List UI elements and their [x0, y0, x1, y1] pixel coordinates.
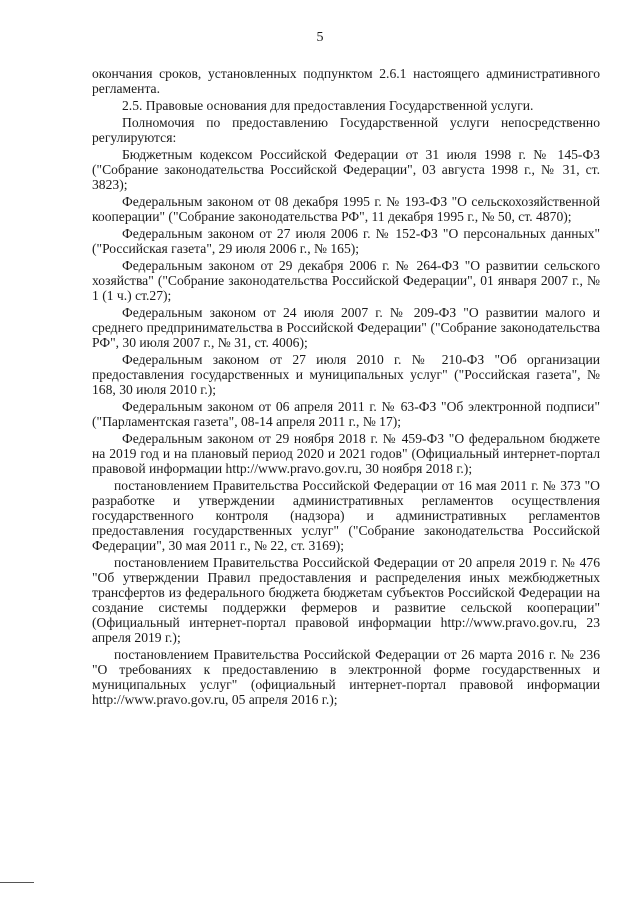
page-number: 5	[316, 30, 324, 45]
paragraph-intro: Полномочия по предоставлению Государственной услуги непосредственно регулируются:	[92, 115, 600, 145]
legal-basis-item: Федеральным законом от 08 декабря 1995 г. № 193-ФЗ "О сельскохозяйственной кооперации" ("Собрание законодательства РФ", 11 декабря 1995 г., № 50, ст. 4870);	[92, 194, 600, 224]
legal-basis-item: Федеральным законом от 29 декабря 2006 г. № 264-ФЗ "О развитии сельского хозяйства" ("Собрание законодательства Российской Федерации", 01 января 2007 г., № 1 (1 ч.) ст.27);	[92, 258, 600, 303]
legal-basis-item: Федеральным законом от 27 июля 2010 г. № 210-ФЗ "Об организации предоставления государственных и муниципальных услуг" ("Российская газета", № 168, 30 июля 2010 г.);	[92, 352, 600, 397]
legal-basis-item: Федеральным законом от 29 ноября 2018 г. № 459-ФЗ "О федеральном бюджете на 2019 год и на плановый период 2020 и 2021 годов" (Официальный интернет-портал правовой информации http://www.pravo.gov.ru, 30 ноября 2018 г.);	[92, 431, 600, 476]
legal-basis-item: Федеральным законом от 27 июля 2006 г. № 152-ФЗ "О персональных данных" ("Российская газета", 29 июля 2006 г., № 165);	[92, 226, 600, 256]
legal-basis-item: Бюджетным кодексом Российской Федерации от 31 июля 1998 г. № 145-ФЗ ("Собрание законодательства Российской Федерации", 03 августа 1998 г., № 31, ст. 3823);	[92, 147, 600, 192]
document-body	[92, 66, 600, 709]
section-heading-2-5: 2.5. Правовые основания для предоставления Государственной услуги.	[122, 98, 534, 113]
legal-basis-item: постановлением Правительства Российской Федерации от 20 апреля 2019 г. № 476 "Об утверждении Правил предоставления и распределения иных межбюджетных трансфертов из федерального бюджета бюджетам субъектов Российской Федерации на создание системы поддержки фермеров и развитие сельской кооперации" (Официальный интернет-портал правовой информации http://www.pravo.gov.ru, 23 апреля 2019 г.);	[92, 555, 600, 645]
legal-basis-item: постановлением Правительства Российской Федерации от 26 марта 2016 г. № 236 "О требованиях к предоставлению в электронной форме государственных и муниципальных услуг" (официальный интернет-портал правовой информации http://www.pravo.gov.ru, 05 апреля 2016 г.);	[92, 647, 600, 707]
legal-basis-item: постановлением Правительства Российской Федерации от 16 мая 2011 г. № 373 "О разработке и утверждении административных регламентов осуществления государственного контроля (надзора) и административных регламентов предоставления государственных услуг" ("Собрание законодательства Российской Федерации", 30 мая 2011 г., № 22, ст. 3169);	[92, 478, 600, 553]
paragraph-continuation: окончания сроков, установленных подпунктом 2.6.1 настоящего административного регламента.	[92, 66, 600, 96]
legal-basis-item: Федеральным законом от 24 июля 2007 г. № 209-ФЗ "О развитии малого и среднего предпринимательства в Российской Федерации" ("Собрание законодательства РФ", 30 июля 2007 г., № 31, ст. 4006);	[92, 305, 600, 350]
legal-basis-item: Федеральным законом от 06 апреля 2011 г. № 63-ФЗ "Об электронной подписи" ("Парламентская газета", 08-14 апреля 2011 г., № 17);	[92, 399, 600, 429]
margin-mark	[0, 882, 34, 883]
